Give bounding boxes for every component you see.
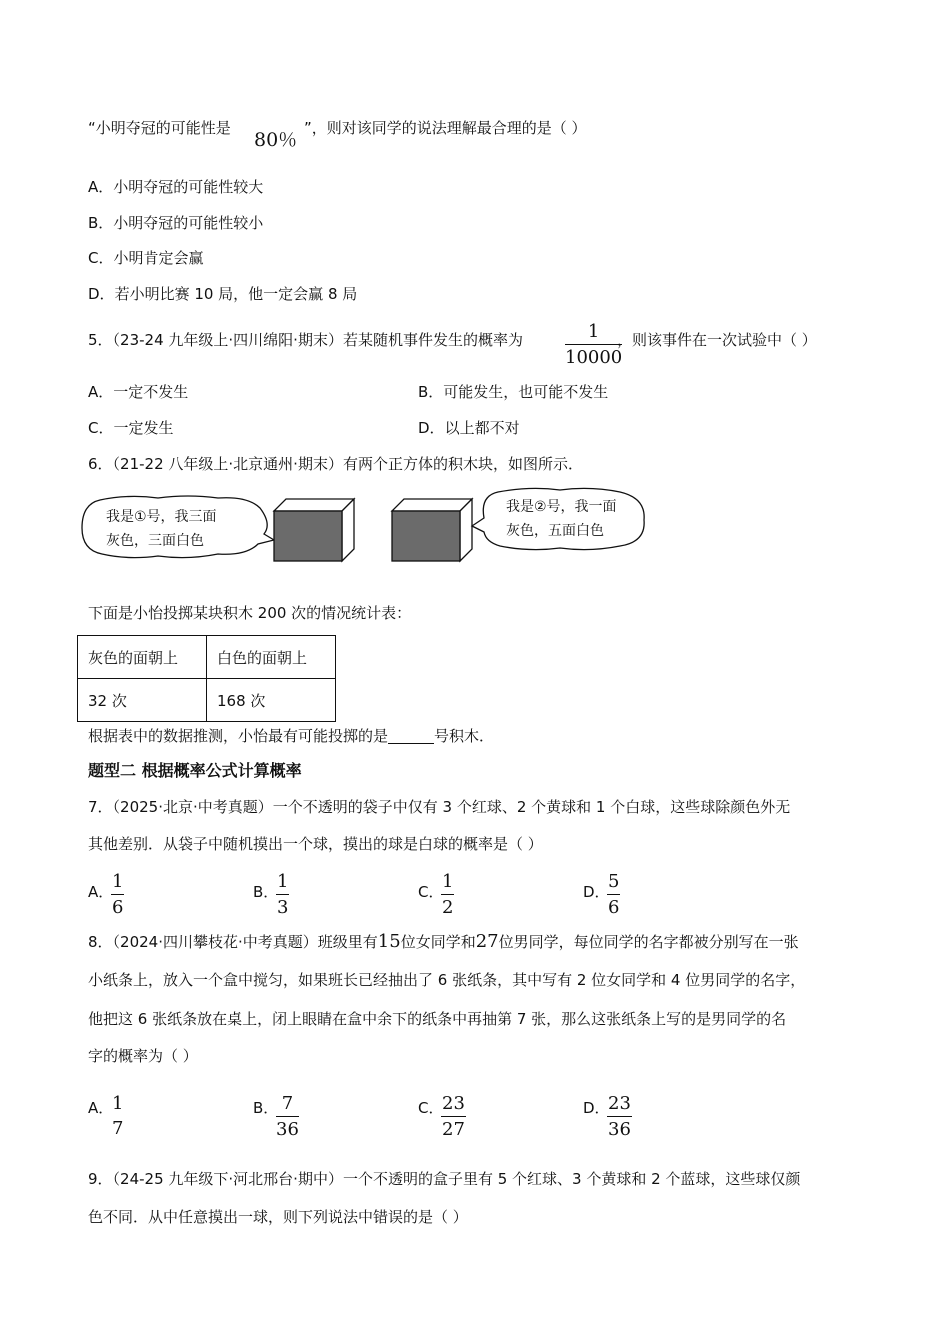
q4-option-c: C．小明肯定会赢 [88,249,204,267]
q8-line2: 小纸条上，放入一个盒中搅匀，如果班长已经抽出了 6 张纸条，其中写有 2 位女同学和 4 位男同学的名字， [88,971,806,989]
q6-answer-line: 根据表中的数据推测，小怡最有可能投掷的是 号积木． [88,727,495,745]
q7-line2: 其他差别．从袋子中随机摸出一个球，摸出的球是白球的概率是（ ） [88,835,543,853]
q7-option-c-fraction: $\frac{1}{2}$ [442,871,454,918]
q7-option-d-fraction: $\frac{5}{6}$ [608,871,620,918]
q5-option-b: B．可能发生，也可能不发生 [418,383,609,401]
bubble-1-line2: 灰色，三面白色 [106,533,204,549]
cube-1 [272,497,356,563]
q4-option-b: B．小明夺冠的可能性较小 [88,214,264,232]
q8-option-d-fraction: $\frac{23}{36}$ [608,1093,631,1140]
section-2-title: 题型二 根据概率公式计算概率 [88,761,302,780]
q9-line1: 9．（24-25 九年级下·河北邢台·期中）一个不透明的盒子里有 5 个红球、3 个黄球和 2 个蓝球，这些球仅颜 [88,1170,801,1188]
q8-option-c-label: C． [418,1099,444,1117]
q8-option-c-fraction: $\frac{23}{27}$ [442,1093,465,1140]
bubble-2-line2: 灰色，五面白色 [506,523,604,539]
q6-stat-table [77,635,336,722]
q8-option-b-label: B． [253,1099,279,1117]
q8-option-a-fraction: 1 7 [112,1093,124,1139]
table-cell-white-count: 168 次 [207,679,336,722]
q5-fraction [565,322,622,368]
q4-stem-part1: “小明夺冠的可能性是 [88,119,231,137]
q4-option-a: A．小明夺冠的可能性较大 [88,178,264,196]
answer-blank[interactable] [388,729,434,744]
q7-option-a-label: A． [88,883,114,901]
q7-option-a-fraction: $\frac{1}{6}$ [112,871,124,918]
q7-option-d-label: D． [583,883,610,901]
q5-fraction-num: 1 [587,321,600,342]
q6-table-intro: 下面是小怡投掷某块积木 200 次的情况统计表： [88,604,412,622]
cube-1-front-face [274,511,342,561]
cube-2-front-face [392,511,460,561]
cube-2 [390,497,474,563]
q5-option-d: D．以上都不对 [418,419,520,437]
bubble-2-line1: 我是②号，我一面 [506,499,617,515]
q6-stem: 6．（21-22 八年级上·北京通州·期末）有两个正方体的积木块，如图所示． [88,455,583,473]
q9-line2: 色不同．从中任意摸出一球，则下列说法中错误的是（ ） [88,1208,468,1226]
q8-line1: 8．（2024·四川攀枝花·中考真题）班级里有15位女同学和27位男同学，每位同学的名字都被分别写在一张 [88,931,799,952]
table-cell-gray-count: 32 次 [78,679,207,722]
speech-bubble-2 [470,486,650,554]
q7-option-b-fraction: $\frac{1}{3}$ [277,871,289,918]
q7-line1: 7．（2025·北京·中考真题）一个不透明的袋子中仅有 3 个红球、2 个黄球和 1 个白球，这些球除颜色外无 [88,798,791,816]
q5-stem-part2: ，则该事件在一次试验中（ ） [617,331,817,349]
q5-option-a: A．一定不发生 [88,383,189,401]
q4-stem-part2: ”，则对该同学的说法理解最合理的是（ ） [304,119,587,137]
speech-bubble-1 [78,494,274,562]
bubble-1-line1: 我是①号，我三面 [106,509,217,525]
q8-option-b-fraction: $\frac{7}{36}$ [276,1093,299,1140]
q8-option-a-label: A． [88,1099,114,1117]
q4-percent: 80％ [254,129,298,151]
q7-option-b-label: B． [253,883,279,901]
q5-option-c: C．一定发生 [88,419,174,437]
q8-line3: 他把这 6 张纸条放在桌上，闭上眼睛在盒中余下的纸条中再抽第 7 张，那么这张纸条上写的是男同学的名 [88,1010,787,1028]
table-header-white: 白色的面朝上 [207,636,336,679]
q5-stem: 5．（23-24 九年级上·四川绵阳·期末）若某随机事件发生的概率为 [88,331,523,349]
table-header-gray: 灰色的面朝上 [78,636,207,679]
q5-fraction-den: 10000 [565,344,622,368]
q8-option-d-label: D． [583,1099,610,1117]
q4-option-d: D．若小明比赛 10 局，他一定会赢 8 局 [88,285,358,303]
q8-line4: 字的概率为（ ） [88,1047,198,1065]
q7-option-c-label: C． [418,883,444,901]
